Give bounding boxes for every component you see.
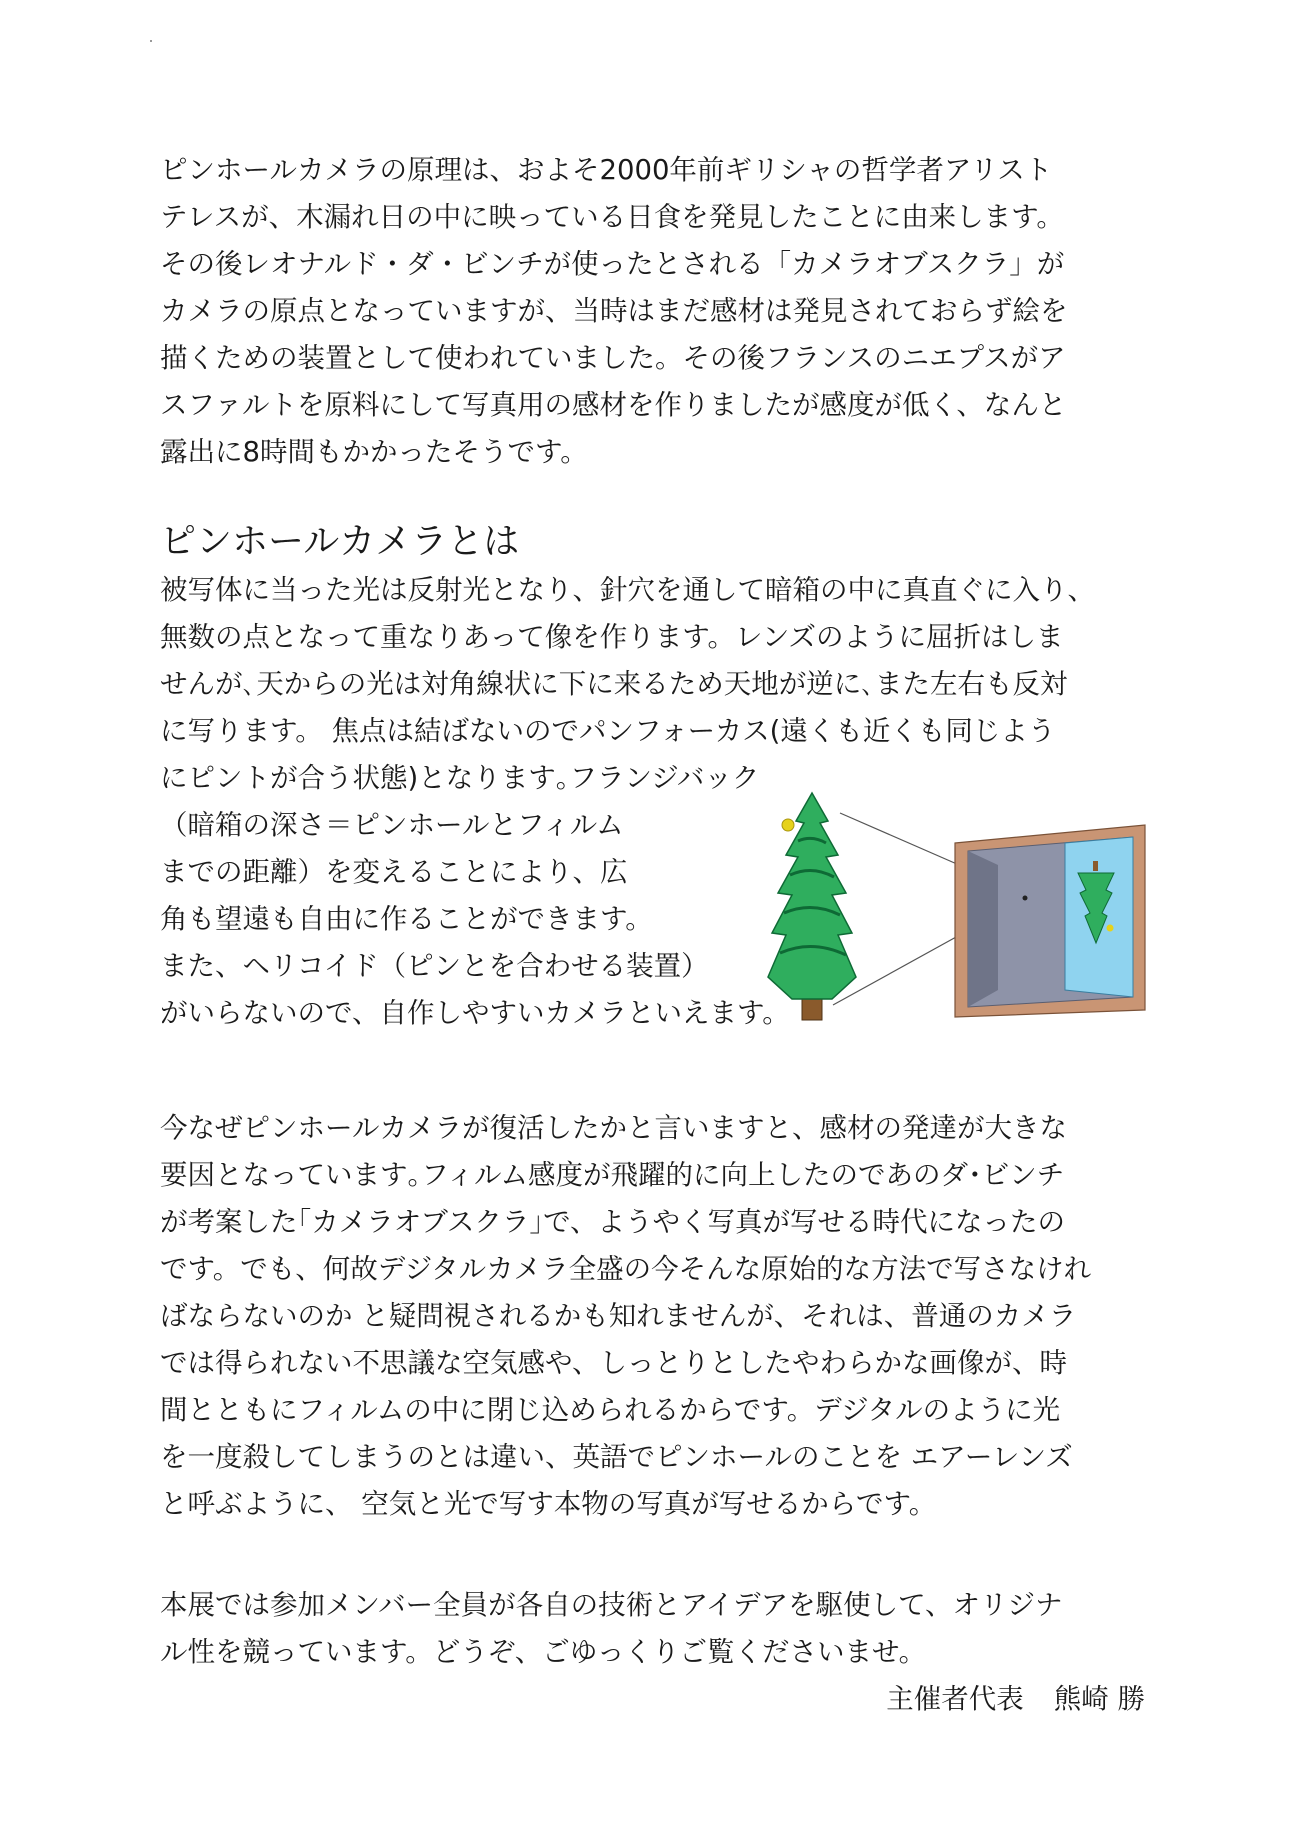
- tree-subject: [768, 793, 856, 1020]
- revival-line: を一度殺してしまうのとは違い、英語でピンホールのことを エアーレンズ: [160, 1441, 1073, 1473]
- revival-line: ばならないのか と疑問視されるかも知れませんが、それは、普通のカメラ: [160, 1300, 1077, 1332]
- intro-line: テレスが、木漏れ日の中に映っている日食を発見したことに由来します。: [160, 201, 1064, 233]
- inverted-ornament: [1107, 925, 1114, 932]
- inverted-trunk: [1093, 861, 1098, 871]
- section-line: 無数の点となって重なりあって像を作ります。レンズのように屈折はしま: [160, 621, 1064, 653]
- section-line: せんが､天からの光は対角線状に下に来るため天地が逆に､また左右も反対: [160, 668, 1068, 700]
- revival-line: 今なぜピンホールカメラが復活したかと言いますと、感材の発達が大きな: [160, 1112, 1067, 1144]
- intro-line: カメラの原点となっていますが、当時はまだ感材は発見されておらず絵を: [160, 295, 1068, 327]
- signature: [886, 1677, 1145, 1721]
- scan-speck: [150, 40, 152, 42]
- intro-line: ピンホールカメラの原理は、およそ2000年前ギリシャの哲学者アリスト: [160, 154, 1053, 186]
- section-line: までの距離）を変えることにより、広: [160, 856, 628, 888]
- intro-line: その後レオナルド・ダ・ビンチが使ったとされる「カメラオブスクラ」が: [160, 248, 1065, 280]
- section-line: にピントが合う状態)となります｡フランジバック: [160, 762, 760, 794]
- revival-line: が考案した｢カメラオブスクラ｣で、ようやく写真が写せる時代になったの: [160, 1206, 1066, 1238]
- pinhole: [1023, 896, 1028, 901]
- closing-line: 本展では参加メンバー全員が各自の技術とアイデアを駆使して、オリジナ: [160, 1589, 1063, 1621]
- tree-foliage: [768, 793, 856, 999]
- section-line: また、ヘリコイド（ピンとを合わせる装置）: [160, 950, 709, 982]
- camera-box: [955, 825, 1145, 1017]
- revival-line: 要因となっています｡フィルム感度が飛躍的に向上したのであのダ･ビンチ: [160, 1159, 1065, 1191]
- tree-ornament: [782, 819, 794, 831]
- revival-line: と呼ぶように、 空気と光で写す本物の写真が写せるからです。: [160, 1488, 937, 1520]
- signature-name: 熊崎 勝: [1053, 1683, 1145, 1715]
- intro-line: 露出に8時間もかかったそうです。: [160, 436, 588, 468]
- section-line: に写ります。 焦点は結ばないのでパンフォーカス(遠くも近くも同じよう: [160, 715, 1056, 747]
- revival-line: 間とともにフィルムの中に閉じ込められるからです。デジタルのように光: [160, 1394, 1061, 1426]
- section-line: 角も望遠も自由に作ることができます。: [160, 903, 653, 935]
- box-inner-wall: [968, 851, 998, 1007]
- section-line: （暗箱の深さ＝ピンホールとフィルム: [160, 809, 624, 841]
- revival-line: では得られない不思議な空気感や、しっとりとしたやわらかな画像が、時: [160, 1347, 1067, 1379]
- intro-line: 描くための装置として使われていました。その後フランスのニエプスがア: [160, 342, 1066, 374]
- section-line: 被写体に当った光は反射光となり、針穴を通して暗箱の中に真直ぐに入り、: [160, 574, 1095, 606]
- section-line: がいらないので、自作しやすいカメラといえます。: [160, 997, 790, 1029]
- revival-line: です。でも、何故デジタルカメラ全盛の今そんな原始的な方法で写さなけれ: [160, 1253, 1092, 1285]
- closing-line: ル性を競っています。どうぞ、ごゆっくりご覧くださいませ。: [160, 1636, 927, 1668]
- section-heading: ピンホールカメラとは: [160, 521, 520, 562]
- signature-role: 主催者代表: [886, 1683, 1024, 1715]
- intro-line: スファルトを原料にして写真用の感材を作りましたが感度が低く、なんと: [160, 389, 1067, 421]
- pinhole-camera-illustration: [740, 785, 1180, 1045]
